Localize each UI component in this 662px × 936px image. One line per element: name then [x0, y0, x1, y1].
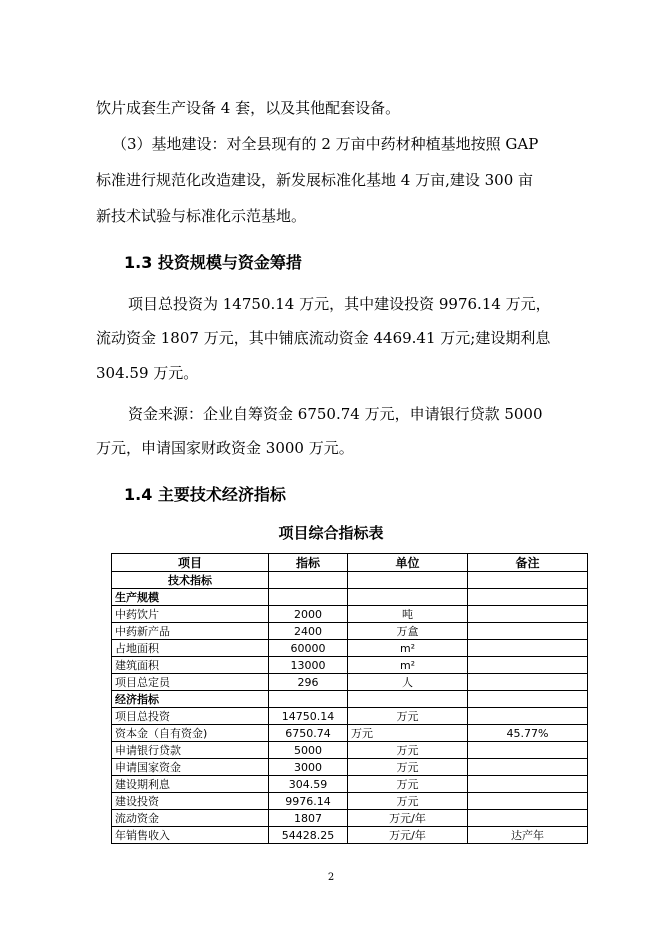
- row-note: [468, 589, 588, 606]
- row-label: 项目总定员: [112, 674, 269, 691]
- row-label: 资本金（自有资金): [112, 725, 269, 742]
- row-value: 2000: [269, 606, 348, 623]
- row-note: [468, 674, 588, 691]
- table-row: [112, 742, 588, 759]
- table-row: [112, 725, 588, 742]
- row-value: 5000: [269, 742, 348, 759]
- row-label: 流动资金: [112, 810, 269, 827]
- row-value: 3000: [269, 759, 348, 776]
- row-value: [269, 691, 348, 708]
- table-row: [112, 572, 588, 589]
- row-label: 技术指标: [112, 572, 269, 589]
- row-unit: 万元/年: [348, 827, 468, 844]
- row-unit: 吨: [348, 606, 468, 623]
- table-row: [112, 827, 588, 844]
- row-value: 1807: [269, 810, 348, 827]
- header-note: 备注: [468, 554, 588, 572]
- row-unit: m²: [348, 657, 468, 674]
- row-label: 项目总投资: [112, 708, 269, 725]
- row-unit: 万盒: [348, 623, 468, 640]
- row-label: 经济指标: [112, 691, 269, 708]
- paragraph-line-1: 饮片成套生产设备 4 套，以及其他配套设备。: [96, 99, 401, 117]
- table-row: [112, 657, 588, 674]
- row-value: [269, 572, 348, 589]
- row-unit: [348, 691, 468, 708]
- row-label: 申请银行贷款: [112, 742, 269, 759]
- table-row: [112, 589, 588, 606]
- row-note: [468, 657, 588, 674]
- row-value: 14750.14: [269, 708, 348, 725]
- row-value: 9976.14: [269, 793, 348, 810]
- row-value: [269, 589, 348, 606]
- row-label: 建设期利息: [112, 776, 269, 793]
- row-value: 54428.25: [269, 827, 348, 844]
- table-row: [112, 623, 588, 640]
- table-row: [112, 793, 588, 810]
- row-note: [468, 640, 588, 657]
- table-row: [112, 691, 588, 708]
- row-unit: m²: [348, 640, 468, 657]
- row-note: 45.77%: [468, 725, 588, 742]
- page-number: 2: [327, 872, 335, 883]
- row-note: [468, 708, 588, 725]
- table-row: [112, 708, 588, 725]
- invest-line-2: 流动资金 1807 万元，其中铺底流动资金 4469.41 万元;建设期利息: [96, 329, 551, 347]
- row-label: 占地面积: [112, 640, 269, 657]
- row-unit: 万元/年: [348, 810, 468, 827]
- table-row: [112, 776, 588, 793]
- funding-line-2: 万元，申请国家财政资金 3000 万元。: [96, 439, 354, 457]
- row-unit: [348, 589, 468, 606]
- paragraph-line-3: 标准进行规范化改造建设，新发展标准化基地 4 万亩,建设 300 亩: [96, 171, 534, 189]
- row-value: 296: [269, 674, 348, 691]
- row-value: 6750.74: [269, 725, 348, 742]
- row-unit: 万元: [348, 708, 468, 725]
- paragraph-line-4: 新技术试验与标准化示范基地。: [96, 207, 307, 225]
- table-row: [112, 640, 588, 657]
- section-heading-1-3: 1.3 投资规模与资金筹措: [124, 253, 302, 272]
- invest-line-1: 项目总投资为 14750.14 万元，其中建设投资 9976.14 万元，: [128, 295, 551, 313]
- table-title: 项目综合指标表: [278, 524, 384, 542]
- row-note: [468, 691, 588, 708]
- table-row: [112, 810, 588, 827]
- table-row: [112, 606, 588, 623]
- row-label: 申请国家资金: [112, 759, 269, 776]
- row-note: [468, 776, 588, 793]
- header-unit: 单位: [348, 554, 468, 572]
- row-unit: 万元: [348, 759, 468, 776]
- table-row: [112, 674, 588, 691]
- row-label: 生产规模: [112, 589, 269, 606]
- row-value: 304.59: [269, 776, 348, 793]
- row-note: [468, 606, 588, 623]
- row-label: 建设投资: [112, 793, 269, 810]
- section-heading-1-4: 1.4 主要技术经济指标: [124, 485, 286, 504]
- row-unit: [348, 572, 468, 589]
- invest-line-3: 304.59 万元。: [96, 364, 199, 382]
- row-note: 达产年: [468, 827, 588, 844]
- row-label: 中药饮片: [112, 606, 269, 623]
- table-header-row: [112, 554, 588, 572]
- row-note: [468, 742, 588, 759]
- row-unit: 万元: [348, 776, 468, 793]
- row-label: 建筑面积: [112, 657, 269, 674]
- row-note: [468, 810, 588, 827]
- row-unit: 人: [348, 674, 468, 691]
- row-note: [468, 572, 588, 589]
- row-note: [468, 759, 588, 776]
- funding-line-1: 资金来源：企业自筹资金 6750.74 万元，申请银行贷款 5000: [128, 405, 543, 423]
- row-value: 60000: [269, 640, 348, 657]
- paragraph-line-2: （3）基地建设：对全县现有的 2 万亩中药材种植基地按照 GAP: [112, 135, 539, 153]
- header-indicator: 指标: [269, 554, 348, 572]
- header-item: 项目: [112, 554, 269, 572]
- row-note: [468, 623, 588, 640]
- row-unit: 万元: [348, 742, 468, 759]
- row-unit: 万元: [348, 725, 468, 742]
- row-label: 年销售收入: [112, 827, 269, 844]
- row-value: 2400: [269, 623, 348, 640]
- row-note: [468, 793, 588, 810]
- indicator-table: [111, 553, 588, 844]
- row-value: 13000: [269, 657, 348, 674]
- table-row: [112, 759, 588, 776]
- row-label: 中药新产品: [112, 623, 269, 640]
- row-unit: 万元: [348, 793, 468, 810]
